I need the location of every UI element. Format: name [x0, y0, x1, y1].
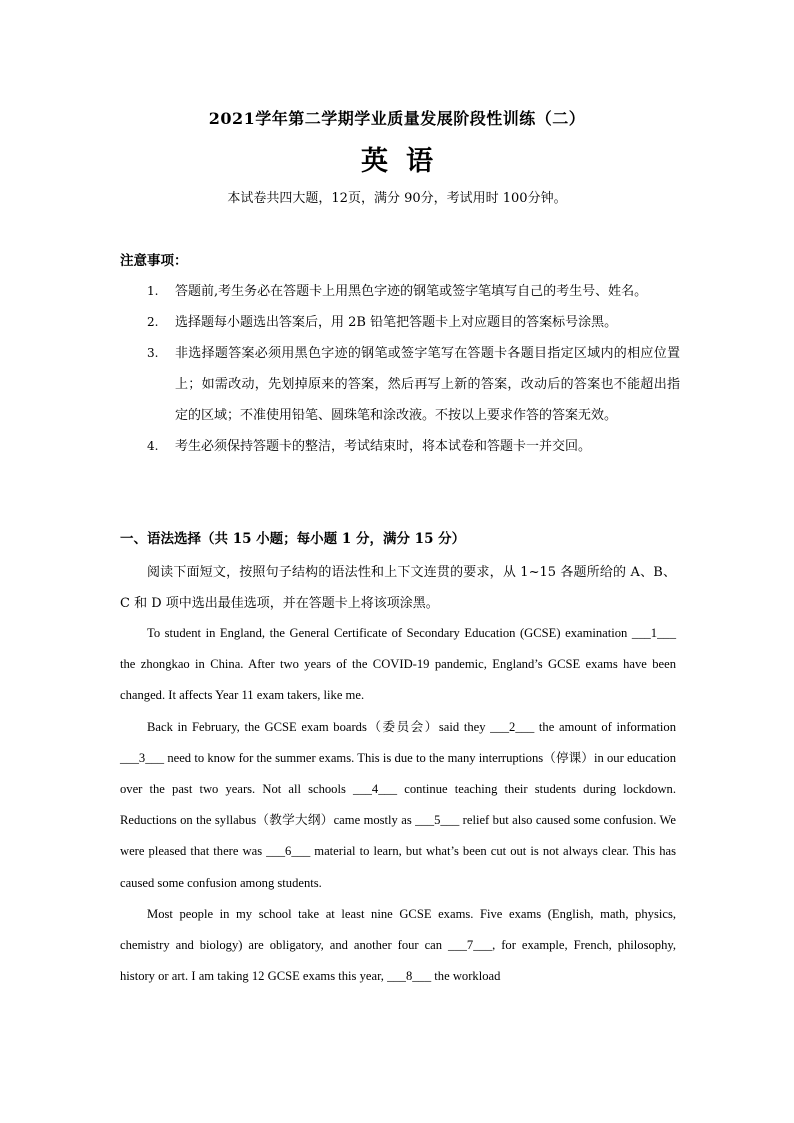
section-instruction: 阅读下面短文，按照句子结构的语法性和上下文连贯的要求，从 1~15 各题所给的 A、B、C 和 D 项中选出最佳选项，并在答题卡上将该项涂黑。 — [120, 565, 676, 611]
note-text: 选择题每小题选出答案后，用 2B 铅笔把答题卡上对应题目的答案标号涂黑。 — [175, 315, 618, 330]
subject-title: 英语 — [361, 146, 451, 177]
page-title: 2021学年第二学期学业质量发展阶段性训练（二） — [208, 109, 586, 128]
note-item — [120, 307, 680, 338]
note-item — [120, 338, 680, 431]
reading-passage — [120, 618, 676, 992]
exam-info: 本试卷共四大题，12页，满分 90分，考试用时 100分钟。 — [227, 191, 567, 206]
passage-paragraph: To student in England, the General Certificate of Secondary Education (GCSE) examination ___1___ the zhongkao in China. After two years of the COVID-19 pandemic, England’s GCSE exams have been changed. It affects Year 11 exam takers, like me. — [120, 626, 676, 703]
note-number: 4. — [147, 439, 159, 453]
passage-paragraph: Back in February, the GCSE exam boards（委员会）said they ___2___ the amount of information ___3___ need to know for the summer exams. This is due to the many interruptions（停课）in our education over the past two years. Not all schools ___4___ continue teaching their students during lockdown. Reductions on the syllabus（教学大纲）came mostly as ___5___ relief but also caused some confusion. We were pleased that there was ___6___ material to learn, but what’s been cut out is not always clear. This has caused some confusion among students. — [120, 719, 676, 890]
note-text: 考生必须保持答题卡的整洁，考试结束时，将本试卷和答题卡一并交回。 — [175, 439, 592, 454]
note-number: 1. — [147, 284, 159, 298]
note-item — [120, 276, 680, 307]
note-text: 非选择题答案必须用黑色字迹的钢笔或签字笔写在答题卡各题目指定区域内的相应位置上；如需改动，先划掉原来的答案，然后再写上新的答案，改动后的答案也不能超出指定的区域；不准使用铅笔、圆珠笔和涂改液。不按以上要求作答的答案无效。 — [175, 346, 680, 423]
note-item — [120, 431, 680, 462]
notes-list — [120, 276, 680, 462]
notes-heading: 注意事项： — [120, 253, 188, 269]
passage-paragraph: Most people in my school take at least nine GCSE exams. Five exams (English, math, physics, chemistry and biology) are obligatory, and another four can ___7___, for example, French, philosophy, history or art. I am taking 12 GCSE exams this year, ___8___ the workload — [120, 906, 676, 984]
note-number: 2. — [147, 315, 159, 329]
section-heading: 一、语法选择（共 15 小题；每小题 1 分，满分 15 分） — [120, 531, 466, 547]
note-number: 3. — [147, 346, 159, 360]
note-text: 答题前,考生务必在答题卡上用黑色字迹的钢笔或签字笔填写自己的考生号、姓名。 — [175, 284, 648, 299]
